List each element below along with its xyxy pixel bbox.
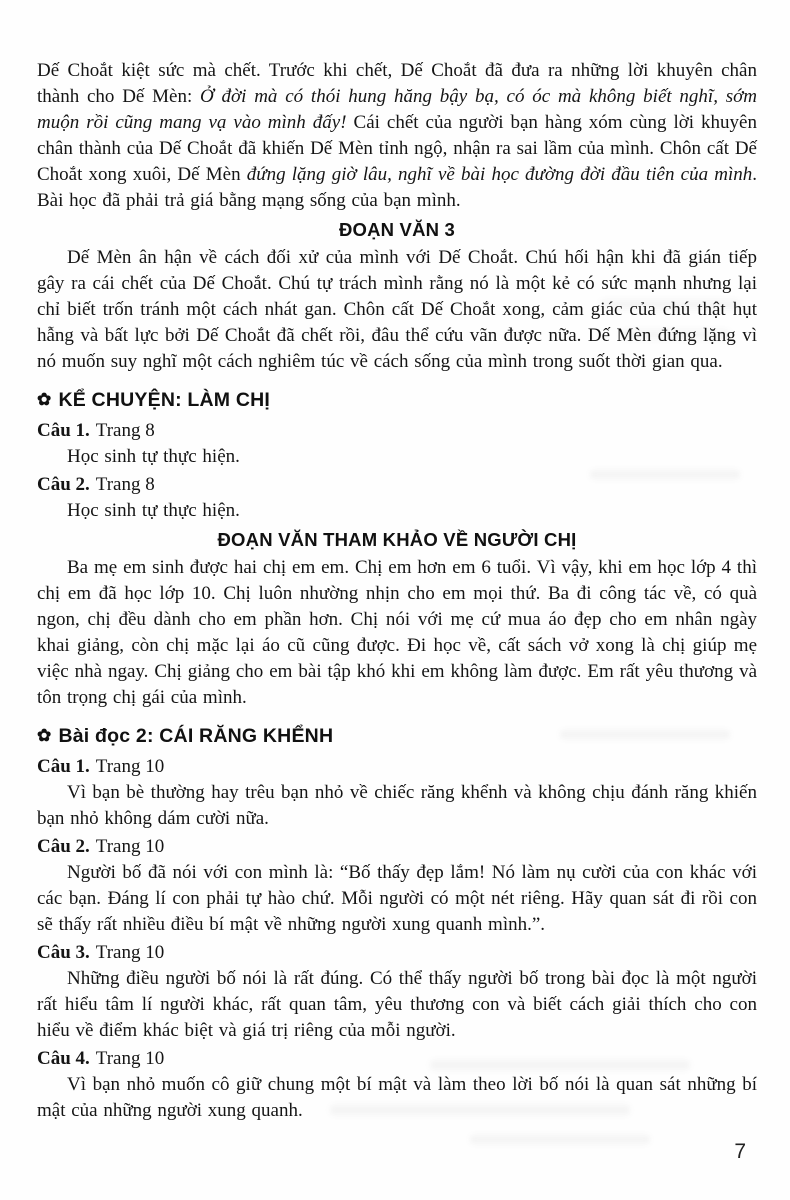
flower-icon: ✿: [37, 390, 52, 409]
heading-doan-van-tham-khao: ĐOẠN VĂN THAM KHẢO VỀ NGƯỜI CHỊ: [217, 529, 577, 550]
paragraph-doan-van-3: Dế Mèn ân hận về cách đối xử của mình với Dế Choắt. Chú hối hận khi đã gián tiếp gây ra cái chết của Dế Choắt. Chú tự trách mình rằng nó là một kẻ có sức mạnh nhưng lại chỉ biết trốn tránh một cách nhát gan. Chôn cất Dế Choắt xong, cảm giác của chú thật hụt hẫng và bất lực bởi Dế Choắt đã chết rồi, đâu thể cứu vãn được nữa. Dế Mèn đứng lặng vì nó muốn suy nghĩ một cách nghiêm túc về cách sống của mình trong suốt thời gian qua.: [37, 247, 757, 372]
section-title: Bài đọc 2: CÁI RĂNG KHỂNH: [58, 725, 334, 747]
question-label: Câu 1.: [37, 420, 90, 441]
question-label: Câu 3.: [37, 942, 90, 963]
section-title: KỂ CHUYỆN: LÀM CHỊ: [58, 389, 271, 411]
answer-text: Học sinh tự thực hiện.: [67, 446, 240, 467]
flower-icon: ✿: [37, 726, 52, 745]
question-page-ref: Trang 8: [95, 420, 155, 441]
question-line: [37, 753, 757, 780]
question-line: [37, 471, 757, 498]
page-content: [37, 58, 757, 1124]
answer-text: Những điều người bố nói là rất đúng. Có thể thấy người bố trong bài đọc là một người rất hiểu tâm lí người khác, rất quan tâm, yêu thương con và biết cách giải thích cho con hiểu về điểm khác biệt và giá trị riêng của mỗi người.: [37, 968, 757, 1041]
page-number: 7: [734, 1140, 746, 1163]
text-run: Cái chết của người bạn hàng xóm cùng lời khuyên chân thành của Dế Choắt đã khiến Dế Mèn tỉnh ngộ, nhận ra sai lầm của mình. Chôn cất Dế Choắt xong xuôi, Dế Mèn: [37, 112, 757, 185]
answer-text: Vì bạn nhỏ muốn cô giữ chung một bí mật và làm theo lời bố nói là quan sát những bí mật của những người xung quanh.: [37, 1074, 757, 1121]
question-line: [37, 833, 757, 860]
text-run: . Bài học đã phải trả giá bằng mạng sống của bạn mình.: [37, 164, 757, 211]
question-line: [37, 939, 757, 966]
section-heading-ke-chuyen: [37, 389, 757, 412]
question-line: [37, 1045, 757, 1072]
question-label: Câu 1.: [37, 756, 90, 777]
question-label: Câu 4.: [37, 1048, 90, 1069]
question-page-ref: Trang 10: [95, 836, 165, 857]
quoted-advice-italic: Ở đời mà có thói hung hăng bậy bạ, có óc mà không biết nghĩ, sớm muộn rồi cũng mang vạ vào mình đấy!: [37, 86, 757, 133]
bleed-through-artifact: [470, 1135, 650, 1144]
answer-text: Người bố đã nói với con mình là: “Bố thấy đẹp lắm! Nó làm nụ cười của con khác với các bạn. Đáng lí con phải tự hào chứ. Mỗi người có một nét riêng. Hãy quan sát đi rồi con sẽ thấy rất nhiều điều bí mật về những người xung quanh mình.”.: [37, 862, 757, 935]
answer-text: Vì bạn bè thường hay trêu bạn nhỏ về chiếc răng khểnh và không chịu đánh răng khiến bạn nhỏ không dám cười nữa.: [37, 782, 757, 829]
question-page-ref: Trang 10: [95, 1048, 165, 1069]
quoted-lesson-italic: đứng lặng giờ lâu, nghĩ về bài học đường đời đầu tiên của mình: [246, 164, 753, 185]
question-label: Câu 2.: [37, 474, 90, 495]
heading-doan-van-3: ĐOẠN VĂN 3: [338, 219, 456, 240]
question-page-ref: Trang 10: [95, 942, 165, 963]
question-label: Câu 2.: [37, 836, 90, 857]
text-run: Dế Choắt kiệt sức mà chết. Trước khi chết, Dế Choắt đã đưa ra những lời khuyên chân thành cho Dế Mèn:: [37, 60, 757, 107]
section-heading-bai-doc-2: [37, 725, 757, 748]
question-line: [37, 417, 757, 444]
question-page-ref: Trang 10: [95, 756, 165, 777]
answer-text: Học sinh tự thực hiện.: [67, 500, 240, 521]
paragraph-de-choat-continuation: [37, 58, 757, 214]
question-page-ref: Trang 8: [95, 474, 155, 495]
paragraph-nguoi-chi: Ba mẹ em sinh được hai chị em em. Chị em hơn em 6 tuổi. Vì vậy, khi em học lớp 4 thì chị em đã học lớp 10. Chị luôn nhường nhịn cho em mọi thứ. Ba đi công tác về, có quà ngon, chị đều dành cho em phần hơn. Chị nói với mẹ cứ mua áo đẹp cho em nhân ngày khai giảng, còn chị mặc lại áo cũ cũng được. Đi học về, cất sách vở xong là chị giúp mẹ việc nhà ngay. Chị giảng cho em bài tập khó khi em không làm được. Em rất yêu thương và tôn trọng chị gái của mình.: [37, 557, 757, 708]
